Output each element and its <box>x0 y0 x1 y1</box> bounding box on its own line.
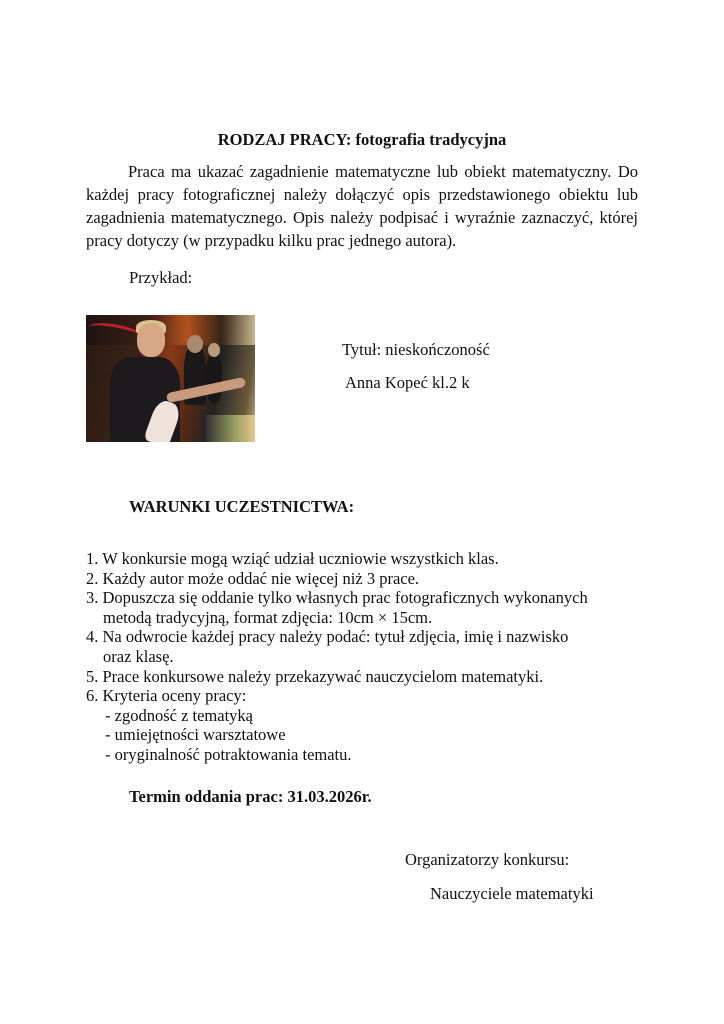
example-label: Przykład: <box>129 268 193 287</box>
condition-item-continuation: metodą tradycyjną, format zdjęcia: 10cm × 15cm. <box>103 607 433 627</box>
condition-item: 5. Prace konkursowe należy przekazywać nauczycielom matematyki. <box>86 666 544 686</box>
organizers-label: Organizatorzy konkursu: <box>405 850 570 869</box>
condition-item: 2. Każdy autor może oddać nie więcej niż 3 prace. <box>86 568 420 588</box>
condition-item: 4. Na odwrocie każdej pracy należy podać: tytuł zdjęcia, imię i nazwisko <box>86 627 569 647</box>
conditions-heading: WARUNKI UCZESTNICTWA: <box>129 497 355 516</box>
criteria-item: - umiejętności warsztatowe <box>105 725 286 745</box>
intro-text: Praca ma ukazać zagadnienie matematyczne lub obiekt matematyczny. Do każdej pracy fotograficznej należy dołączyć opis przedstawionego obiektu lub zagadnienia matematycznego. Opis należy podpisać i wyraźnie zaznaczyć, której pracy dotyczy (w przypadku kilku prac jednego autora). <box>86 162 638 250</box>
page-title: RODZAJ PRACY: fotografia tradycyjna <box>217 130 507 149</box>
condition-item: 6. Kryteria oceny pracy: <box>86 686 247 706</box>
criteria-item: - zgodność z tematyką <box>105 705 253 725</box>
conditions-list <box>86 549 588 765</box>
example-photo <box>86 315 255 442</box>
photo-caption-author: Anna Kopeć kl.2 k <box>345 373 470 392</box>
condition-item: 1. W konkursie mogą wziąć udział uczniowie wszystkich klas. <box>86 549 499 568</box>
photo-caption-title: Tytuł: nieskończoność <box>342 340 490 359</box>
deadline: Termin oddania prac: 31.03.2026r. <box>129 787 372 806</box>
intro-paragraph <box>86 160 638 252</box>
condition-item: 3. Dopuszcza się oddanie tylko własnych prac fotograficznych wykonanych <box>86 588 588 608</box>
criteria-item: - oryginalność potraktowania tematu. <box>105 744 352 764</box>
condition-item-continuation: oraz klasę. <box>103 646 174 666</box>
organizers-name: Nauczyciele matematyki <box>430 884 594 903</box>
